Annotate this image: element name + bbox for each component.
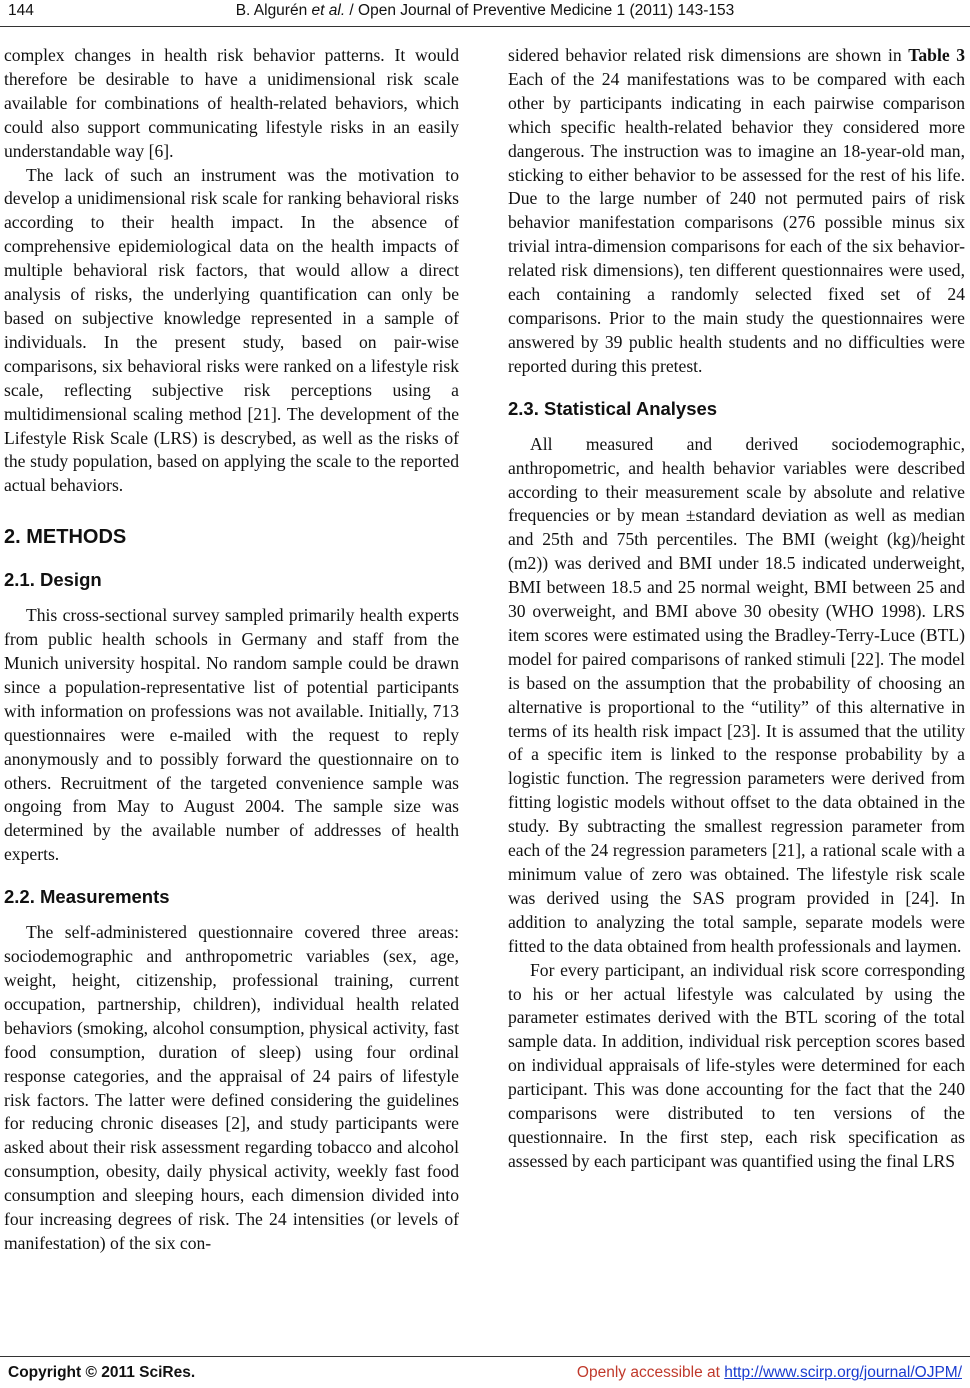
running-header xyxy=(8,2,962,26)
paragraph-text: Each of the 24 manifestations was to be compared with each other by participants indicating in each pairwise comparison which specific health-related behavior they considered more dangerous. The instruction was to imagine an 18-year-old man, sticking to either behavior to be assessed for the rest of his life. Due to the large number of 240 not permuted pairs of risk behavior manifestation comparisons (276 possible minus six trivial intra-dimension comparisons for each of the six behavior-related risk dimensions), ten different questionnaires were used, each containing a randomly selected fixed set of 24 comparisons. Prior to the main study the questionnaires were answered by 39 public health students and no difficulties were reported during this pretest. xyxy=(508,68,965,376)
open-access-label: Openly accessible at xyxy=(576,1364,725,1381)
running-head-authors: B. Algurén xyxy=(235,2,312,19)
running-head-etal: et al. xyxy=(311,2,346,19)
table-reference: Table 3 xyxy=(908,45,965,65)
paragraph: The self-administered questionnaire covered three areas: sociodemographic and anthropometric variables (sex, age, weight, height, citizenship, professional training, current occupation, partnership, children), individual health related behaviors (smoking, alcohol consumption, physical activity, fast food consumption, duration of sleep) using four ordinal response categories, and the appraisal of 24 pairs of lifestyle risk factors. The latter were defined considering the guidelines for reducing chronic diseases [2], and study participants were asked about their risk assessment regarding tobacco and alcohol consumption, obesity, daily physical activity, weekly fast food consumption and sleeping hours, each dimension divided into four increasing degrees of risk. The 24 intensities (or levels of manifestation) of the six con- xyxy=(4,922,459,1253)
paragraph: The lack of such an instrument was the motivation to develop a unidimensional risk scale for ranking behavioral risks according to their health impact. In the absence of comprehensive epidemiological data on the health impacts of multiple behavioral risk factors, that would allow a direct analysis of risks, the underlying quantification can only be based on subjective knowledge represented in a sample of individuals. In the present study, based on pair-wise comparisons, six behavioral risks were ranked on a lifestyle risk scale, reflecting subjective risk perceptions using a multidimensional scaling method [21]. The development of the Lifestyle Risk Scale (LRS) is descrybed, as well as the risks of the study population, based on applying the scale to the reported actual behaviors. xyxy=(4,164,459,496)
subsection-heading-design: 2.1. Design xyxy=(4,569,102,591)
journal-link[interactable]: http://www.scirp.org/journal/OJPM/ xyxy=(724,1364,962,1381)
running-head xyxy=(8,2,962,20)
running-head-journal: / Open Journal of Preventive Medicine 1 (2011) 143-153 xyxy=(345,2,735,19)
footer-rule xyxy=(0,1356,970,1357)
paragraph-text: sidered behavior related risk dimensions are shown in xyxy=(508,45,909,65)
paragraph: For every participant, an individual risk score corresponding to his or her actual lifestyle was calculated by using the parameter estimates derived with the BTL scoring of the total sample data. In addition, individual risk perception scores based on individual appraisals of life-styles were determined for each participant. This was done accounting for the fact that the 240 comparisons were distributed to ten versions of the questionnaire. In the first step, each risk specification as assessed by each participant was quantified using the final LRS xyxy=(508,959,965,1171)
section-heading-methods: 2. METHODS xyxy=(4,526,127,549)
page-number: 144 xyxy=(8,2,34,19)
page-footer xyxy=(8,1364,962,1386)
open-access-notice xyxy=(577,1364,962,1382)
subsection-heading-statistical-analyses: 2.3. Statistical Analyses xyxy=(508,397,718,419)
paragraph: All measured and derived sociodemographic, anthropometric, and health behavior variables were described according to their measurement scale by absolute and relative frequencies or by mean ±standard deviation as well as median and 25th and 75th percentiles. The BMI (weight (kg)/height (m2)) was derived and BMI under 18.5 indicated underweight, BMI between 18.5 and 25 normal weight, BMI between 25 and 30 overweight, and BMI above 30 obesity (WHO 1998). LRS item scores were estimated using the Bradley-Terry-Luce (BTL) model for paired comparisons of ranked stimuli [22]. The model is based on the assumption that the probability of choosing an alternative is proportional to the “utility” of this alternative in terms of its health risk impact [23]. It is assumed that the utility of a specific item is linked to the response probability by a logistic function. The regression parameters were derived from fitting logistic models without offset to the data obtained in the study. By subtracting the smallest regression parameter from each of the 24 regression parameters [21], a rational scale with a minimum value of zero was obtained. The lifestyle risk scale was derived using the SAS program provided in [24]. In addition to analyzing the total sample, separate models were fitted to the data obtained from health professionals and laymen. xyxy=(508,433,965,956)
right-column xyxy=(508,44,965,1174)
paragraph: complex changes in health risk behavior patterns. It would therefore be desirable to have a unidimensional risk scale available for combinations of health-related behaviors, which could also support communicating lifestyle risks in an easily understandable way [6]. xyxy=(4,45,459,161)
left-column xyxy=(4,44,459,1256)
paragraph xyxy=(508,44,965,379)
paragraph: This cross-sectional survey sampled primarily health experts from public health schools in Germany and staff from the Munich university hospital. No random sample could be drawn since a population-representative list of potential participants with information on professions was not available. Initially, 713 questionnaires were e-mailed with the request to reply anonymously and to possibly forward the questionnaire on to others. Recruitment of the targeted convenience sample was ongoing from May to August 2004. The sample size was determined by the available number of addresses of health experts. xyxy=(4,605,459,865)
header-rule xyxy=(0,26,970,27)
subsection-heading-measurements: 2.2. Measurements xyxy=(4,886,170,908)
copyright-notice: Copyright © 2011 SciRes. xyxy=(8,1364,196,1381)
